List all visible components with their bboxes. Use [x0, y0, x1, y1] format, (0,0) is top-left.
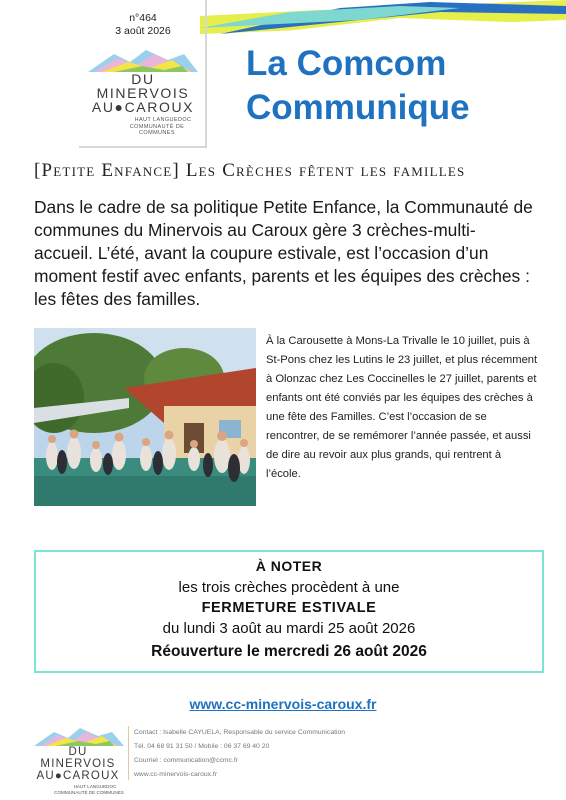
note-closure-title: FERMETURE ESTIVALE — [201, 600, 377, 616]
title-line-2: Communique — [246, 88, 470, 127]
note-line-2: les trois crèches procèdent à une — [178, 579, 400, 596]
logo-line-2: AU●CAROUX — [91, 99, 195, 115]
contact-person: Contact : Isabelle CAYUELA, Responsable du service Communication — [134, 729, 346, 736]
logo-tagline-1: HAUT LANGUEDOC — [134, 117, 192, 123]
article-headline: [Petite Enfance] Les Crèches fêtent les familles — [34, 160, 466, 181]
article-body: À la Carousette à Mons-La Trivalle le 10 juillet, puis à St-Pons chez les Lutins le 23 juillet, et plus récemment à Olonzac chez Les Coccinelles le 27 juillet, parents et enfants ont été conviés par les équipes des crèches à une fête des Familles. C’est l’occasion de se rencontrer, de se remémorer l’année passée, et aussi de dire au revoir aux plus grands, qui rentrent à l’école. — [266, 335, 538, 480]
comcom-logo — [84, 44, 202, 137]
contact-email[interactable]: Courriel : communication@ccmc.fr — [134, 757, 238, 764]
note-heading: À NOTER — [255, 558, 323, 574]
footer-mountain-logo-icon — [30, 724, 126, 746]
footer-divider — [128, 726, 129, 780]
footer-contact — [134, 726, 345, 782]
issue-number: n°464 — [129, 12, 157, 24]
note-reopening: Réouverture le mercredi 26 août 2026 — [151, 643, 427, 660]
logo-line-1: DU MINERVOIS — [96, 71, 190, 101]
footer-logo-line-1: DU MINERVOIS — [40, 746, 116, 770]
article-photo — [34, 328, 256, 506]
contact-site[interactable]: www.cc-minervois-caroux.fr — [134, 771, 218, 778]
footer-logo-line-2: AU●CAROUX — [36, 770, 120, 782]
footer-logo — [30, 724, 126, 795]
logo-tagline-2: COMMUNAUTÉ DE COMMUNES — [129, 123, 185, 136]
note-box — [34, 550, 544, 673]
contact-phone: Tél. 04 68 91 31 50 / Mobile : 06 37 69 40 20 — [134, 743, 270, 750]
mountain-logo-icon — [84, 44, 202, 72]
website-link[interactable]: www.cc-minervois-caroux.fr — [189, 696, 377, 712]
title-line-1: La Comcom — [246, 44, 447, 83]
issue-date: 3 août 2026 — [115, 25, 171, 37]
article-intro: Dans le cadre de sa politique Petite Enfance, la Communauté de communes du Minervois au Caroux gère 3 crèches-multi-accueil. L’été, avant la coupure estivale, est l’occasion d’un moment festif avec enfants, parents et les équipes des crèches : les fêtes des familles. — [34, 197, 533, 309]
note-closure-dates: du lundi 3 août au mardi 25 août 2026 — [162, 620, 416, 637]
footer-logo-tagline-1: HAUT LANGUEDOC — [73, 784, 117, 789]
footer-logo-tagline-2: COMMUNAUTÉ DE COMMUNES — [54, 789, 124, 795]
top-banner-graphic — [200, 0, 566, 34]
newsletter-title — [246, 42, 470, 130]
issue-info — [79, 12, 207, 38]
